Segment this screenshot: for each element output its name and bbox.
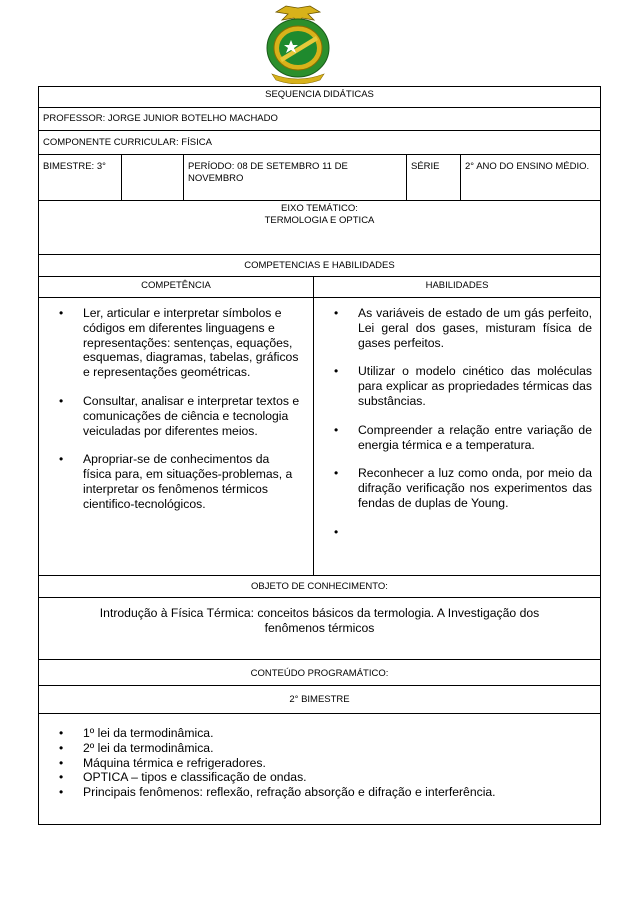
list-item: • Compreender a relação entre variação de energia térmica e a temperatura. — [358, 423, 596, 453]
list-item: • Consultar, analisar e interpretar textos e comunicações de ciência e tecnologia veiculadas por diferentes meios. — [83, 394, 309, 438]
objeto-value: Introdução à Física Térmica: conceitos básicos da termologia. A Investigação dos fenômenos térmicos — [99, 606, 540, 635]
periodo-field: PERÍODO: 08 DE SETEMBRO 11 DE NOVEMBRO — [184, 155, 407, 201]
state-coat-of-arms-logo — [258, 4, 338, 84]
list-item: • 1º lei da termodinâmica. — [83, 726, 596, 741]
list-item: • Ler, articular e interpretar símbolos e códigos em diferentes linguagens e representações: sentenças, equações, esquemas, diagramas, tabelas, gráficos e representações geométricas. — [83, 306, 309, 380]
serie-label: SÉRIE — [407, 155, 461, 201]
conteudo-cell — [39, 714, 601, 825]
eixo-value: TERMOLOGIA E OPTICA — [264, 215, 375, 226]
competencias-cell — [39, 298, 314, 576]
serie-value: 2° ANO DO ENSINO MÉDIO. — [461, 155, 601, 201]
competencias-title: COMPETENCIAS E HABILIDADES — [39, 255, 601, 277]
eixo-tematico-cell — [39, 201, 601, 255]
didactic-sequence-table — [38, 86, 601, 825]
objeto-label: OBJETO DE CONHECIMENTO: — [39, 576, 601, 598]
document-title: SEQUENCIA DIDÁTICAS — [39, 87, 601, 108]
list-item: • Principais fenômenos: reflexão, refração absorção e difração e interferência. — [83, 785, 596, 800]
eixo-label: EIXO TEMÁTICO: — [281, 203, 358, 214]
component-field: COMPONENTE CURRICULAR: FÍSICA — [39, 131, 601, 155]
list-item: • OPTICA – tipos e classificação de ondas. — [83, 770, 596, 785]
list-item: • Utilizar o modelo cinético das moléculas para explicar as propriedades térmicas das substâncias. — [358, 364, 596, 408]
list-item: • As variáveis de estado de um gás perfeito, Lei geral dos gases, misturam física de gases perfeitos. — [358, 306, 596, 350]
list-item: • Apropriar-se de conhecimentos da física para, em situações-problemas, a interpretar os fenômenos térmicos cientifico-tecnológicos. — [83, 452, 309, 511]
habilidades-header: HABILIDADES — [314, 277, 601, 298]
conteudo-label: CONTEÚDO PROGRAMÁTICO: — [39, 660, 601, 686]
bimestre-field: BIMESTRE: 3° — [39, 155, 122, 201]
list-item: • 2º lei da termodinâmica. — [83, 741, 596, 756]
list-item: • Reconhecer a luz como onda, por meio da difração verificação nos experimentos das fendas de duplas de Young. — [358, 466, 596, 510]
professor-field: PROFESSOR: JORGE JUNIOR BOTELHO MACHADO — [39, 108, 601, 131]
competencias-list — [43, 306, 309, 512]
empty-list-item — [358, 525, 596, 540]
empty-cell — [122, 155, 184, 201]
objeto-cell — [39, 598, 601, 660]
habilidades-cell — [314, 298, 601, 576]
competencia-header: COMPETÊNCIA — [39, 277, 314, 298]
conteudo-list — [43, 726, 596, 800]
list-item: • Máquina térmica e refrigeradores. — [83, 756, 596, 771]
conteudo-bimestre: 2° BIMESTRE — [39, 686, 601, 714]
habilidades-list — [318, 306, 596, 540]
